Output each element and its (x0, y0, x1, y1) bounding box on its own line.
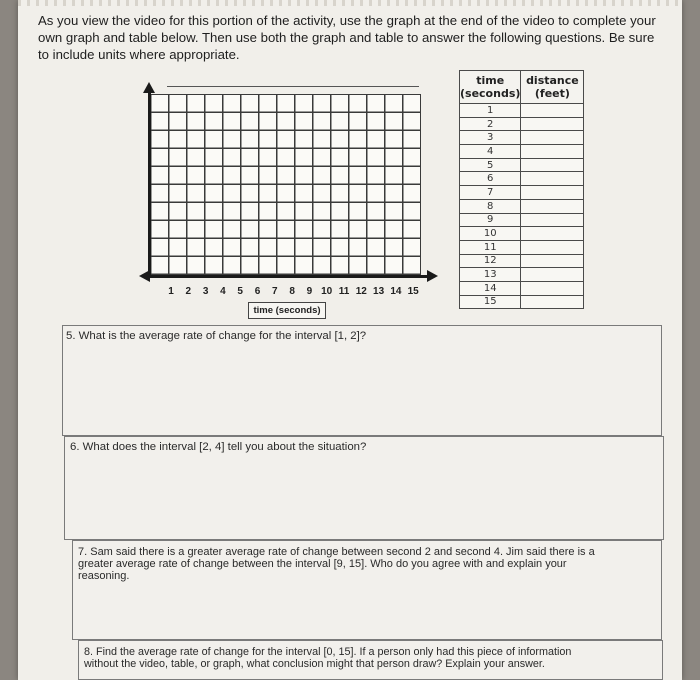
instructions-text: As you view the video for this portion of the activity, use the graph at the end of the video to complete your own graph and table below. Then use both the graph and table to answer the following questions. Be sure to include units where appropriate. (38, 13, 656, 62)
distance-cell[interactable] (521, 172, 584, 186)
time-cell: 7 (460, 186, 521, 200)
x-tick-label: 2 (185, 286, 192, 297)
graph-title-line (167, 86, 419, 87)
question-6-text: 6. What does the interval [2, 4] tell you about the situation? (70, 441, 367, 453)
time-header-line1: time (476, 74, 505, 87)
y-axis-arrow-icon (143, 82, 155, 93)
table-row (460, 295, 584, 309)
time-cell: 1 (460, 104, 521, 118)
x-axis (148, 275, 428, 278)
x-tick-label: 13 (373, 286, 385, 297)
question-8-text: 8. Find the average rate of change for the interval [0, 15]. If a person only had this piece of information without the video, table, or graph, what conclusion might that person draw? Explain your answer. (84, 646, 572, 670)
distance-cell[interactable] (521, 104, 584, 118)
x-tick-label: 15 (407, 286, 419, 297)
x-tick-label: 4 (220, 286, 226, 297)
table-row (460, 254, 584, 268)
time-cell: 3 (460, 131, 521, 145)
x-axis-tick-labels (162, 286, 432, 300)
distance-header-line1: distance (526, 74, 579, 87)
table-row (460, 145, 584, 159)
x-axis-right-arrow-icon (427, 270, 438, 282)
distance-cell[interactable] (521, 131, 584, 145)
x-tick-label: 6 (254, 286, 261, 297)
distance-cell[interactable] (521, 295, 584, 309)
time-cell: 10 (460, 227, 521, 241)
distance-cell[interactable] (521, 117, 584, 131)
x-tick-label: 3 (202, 286, 209, 297)
distance-cell[interactable] (521, 186, 584, 200)
time-cell: 9 (460, 213, 521, 227)
distance-cell[interactable] (521, 199, 584, 213)
table-row (460, 158, 584, 172)
distance-column-header (521, 71, 584, 104)
question-5-text: 5. What is the average rate of change for the interval [1, 2]? (66, 330, 367, 342)
x-axis-label: time (seconds) (248, 302, 326, 319)
x-tick-label: 7 (272, 286, 278, 297)
table-row (460, 186, 584, 200)
time-cell: 12 (460, 254, 521, 268)
distance-cell[interactable] (521, 240, 584, 254)
table-row (460, 131, 584, 145)
distance-cell[interactable] (521, 145, 584, 159)
time-cell: 2 (460, 117, 521, 131)
time-cell: 11 (460, 240, 521, 254)
time-column-header (460, 71, 521, 104)
time-cell: 5 (460, 158, 521, 172)
time-cell: 14 (460, 281, 521, 295)
time-cell: 13 (460, 268, 521, 282)
question-7-text: 7. Sam said there is a greater average rate of change between second 2 and second 4. Jim said there is a greater average rate of change between the interval [9, 15]. Who do you agree with and explain your reasoning. (78, 546, 595, 582)
distance-header-line2: (feet) (534, 87, 570, 100)
time-cell: 15 (460, 295, 521, 309)
distance-cell[interactable] (521, 281, 584, 295)
y-axis (148, 88, 151, 278)
table-row (460, 172, 584, 186)
table-row (460, 117, 584, 131)
x-axis-left-arrow-icon (139, 270, 150, 282)
page-top-edge (18, 0, 682, 6)
distance-cell[interactable] (521, 158, 584, 172)
table-row (460, 199, 584, 213)
x-tick-label: 14 (390, 286, 402, 297)
x-tick-label: 9 (306, 286, 313, 297)
time-header-line2: (seconds) (460, 87, 521, 100)
time-cell: 8 (460, 199, 521, 213)
table-row (460, 227, 584, 241)
time-distance-table (459, 70, 584, 309)
distance-cell[interactable] (521, 268, 584, 282)
x-tick-label: 12 (355, 286, 367, 297)
table-row (460, 104, 584, 118)
time-cell: 6 (460, 172, 521, 186)
distance-cell[interactable] (521, 227, 584, 241)
x-tick-label: 5 (237, 286, 243, 297)
graph-grid[interactable] (150, 94, 421, 275)
x-tick-label: 8 (289, 286, 295, 297)
x-tick-label: 1 (168, 286, 174, 297)
time-cell: 4 (460, 145, 521, 159)
table-row (460, 281, 584, 295)
distance-cell[interactable] (521, 254, 584, 268)
x-tick-label: 11 (338, 286, 350, 297)
table-row (460, 240, 584, 254)
table-row (460, 268, 584, 282)
distance-cell[interactable] (521, 213, 584, 227)
x-tick-label: 10 (321, 286, 333, 297)
table-row (460, 213, 584, 227)
